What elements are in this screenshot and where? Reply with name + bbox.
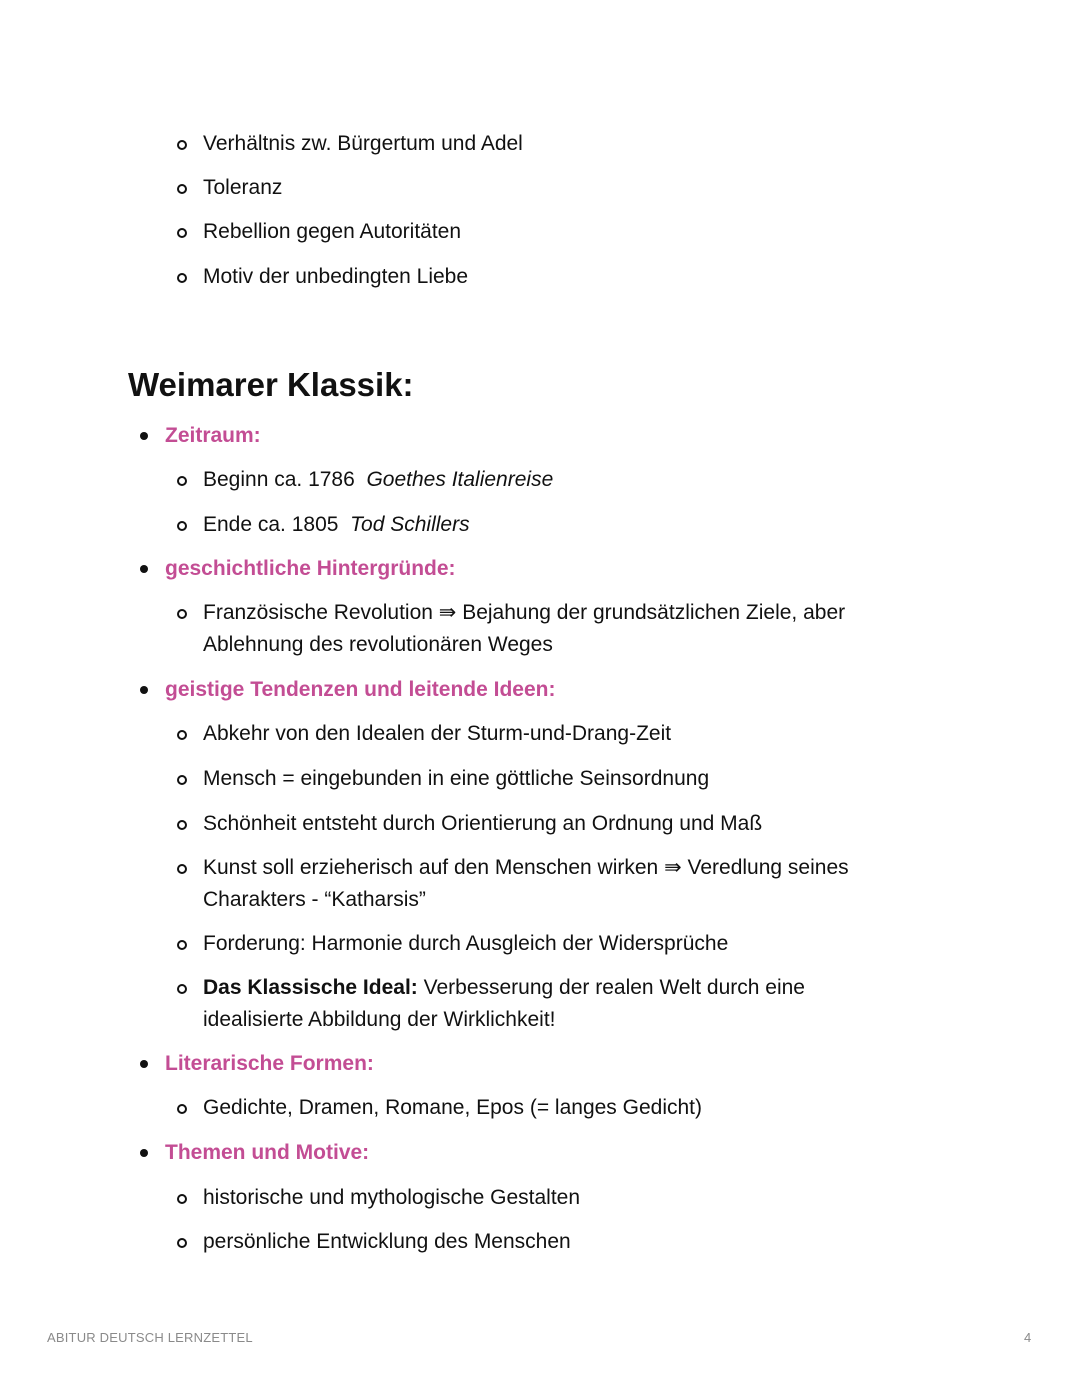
list-bullet-icon (140, 1060, 148, 1068)
list-item: Verhältnis zw. Bürgertum und Adel (203, 132, 523, 155)
list-bullet-icon (177, 1194, 187, 1204)
list-bullet-icon (177, 730, 187, 740)
page-number: 4 (1024, 1330, 1032, 1345)
list-item: Gedichte, Dramen, Romane, Epos (= langes Gedicht) (203, 1096, 702, 1119)
list-bullet-icon (177, 1104, 187, 1114)
list-bullet-icon (177, 228, 187, 238)
list-item: persönliche Entwicklung des Menschen (203, 1230, 571, 1253)
list-item: Rebellion gegen Autoritäten (203, 220, 462, 243)
list-bullet-icon (177, 521, 187, 531)
category-heading: geschichtliche Hintergründe: (165, 557, 456, 580)
list-item: Mensch = eingebunden in eine göttliche Seinsordnung (203, 767, 710, 790)
category-heading: Literarische Formen: (165, 1052, 374, 1075)
list-item (203, 972, 853, 1036)
list-item (203, 509, 923, 541)
list-bullet-icon (177, 820, 187, 830)
list-bullet-icon (140, 432, 148, 440)
date-text: Beginn ca. 1786 (203, 468, 355, 491)
list-bullet-icon (177, 609, 187, 619)
list-bullet-icon (177, 940, 187, 950)
footer-title: ABITUR DEUTSCH LERNZETTEL (47, 1330, 253, 1345)
section-title: Weimarer Klassik: (128, 366, 414, 403)
date-note: Goethes Italienreise (366, 468, 554, 491)
list-item: Französische Revolution ⇛ Bejahung der grundsätzlichen Ziele, aber Ablehnung des revolutionären Weges (203, 601, 846, 656)
list-bullet-icon (140, 686, 148, 694)
list-bullet-icon (177, 984, 187, 994)
ideal-label: Das Klassische Ideal: (203, 976, 418, 999)
list-item: Toleranz (203, 176, 283, 199)
list-item: Forderung: Harmonie durch Ausgleich der Widersprüche (203, 932, 729, 955)
list-bullet-icon (177, 864, 187, 874)
list-bullet-icon (177, 1238, 187, 1248)
list-bullet-icon (177, 476, 187, 486)
list-item: Abkehr von den Idealen der Sturm-und-Drang-Zeit (203, 722, 672, 745)
category-heading: Themen und Motive: (165, 1141, 370, 1164)
list-item: historische und mythologische Gestalten (203, 1186, 581, 1209)
date-text: Ende ca. 1805 (203, 513, 339, 536)
list-bullet-icon (177, 184, 187, 194)
list-bullet-icon (177, 273, 187, 283)
list-bullet-icon (140, 565, 148, 573)
list-item: Schönheit entsteht durch Orientierung an Ordnung und Maß (203, 812, 763, 835)
list-item: Motiv der unbedingten Liebe (203, 265, 469, 288)
list-item: Kunst soll erzieherisch auf den Menschen wirken ⇛ Veredlung seines Charakters - “Katharsis” (203, 856, 849, 911)
ideal-text: Verbesserung der realen Welt durch eine idealisierte Abbildung der Wirklichkeit! (203, 976, 805, 1031)
list-bullet-icon (140, 1149, 148, 1157)
date-note: Tod Schillers (350, 513, 470, 536)
category-heading: geistige Tendenzen und leitende Ideen: (165, 678, 556, 701)
list-item (203, 464, 923, 496)
list-bullet-icon (177, 140, 187, 150)
category-heading: Zeitraum: (165, 424, 261, 447)
list-bullet-icon (177, 775, 187, 785)
